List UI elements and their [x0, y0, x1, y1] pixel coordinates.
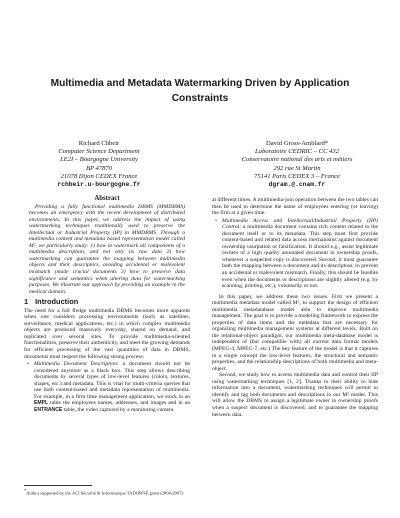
author-email: dgram.@.cnam.fr: [268, 181, 326, 189]
bullet-label: Multimedia Access and Intellectual/Industrial Property (IIP) Control:: [222, 217, 378, 231]
author-affiliation-line: Laboratoire CEDRIC – CC 432: [254, 148, 339, 156]
intro-paragraph: The need for a full fledge multimedia DBMS becomes more apparent when one considers processing environments (such as satellites, surveillance, medical applications, etc.) in which complex multimedia objects are produced massively everyday, shared on demand, and replicated over several sites. To provide multimedia-oriented functionalities, preserve their authenticity, and meet the growing demands for efficient processing of the vast quantities of data in DBMS, documents must respect the following strong process:: [24, 307, 190, 360]
author-affiliation-line: LE2I – Bourgogne University: [60, 156, 138, 164]
author-affiliation-line: BP 47870: [85, 164, 113, 172]
author-name: David Gross-Amblard*: [265, 140, 329, 147]
bullet-text: a document should not be considered anymore as a black box. This step allows describing documents by several types of low-level features (colors, textures, shapes, etc.) and metadata. This is vital for multi-criteria queries that use both content-based and metadata representation of multimedia. For example, in a firm time management application, we stock in an: [34, 361, 190, 400]
author-affiliation-line: 21078 Dijon CEDEX France: [60, 172, 138, 180]
abstract-text: Providing a fully functional multimedia DBMS (MMDBMS) becomes an emergency with the recent development of distributed environments. In this paper, we address the impact of using watermarking techniques traditionally used to preserve the Intellectual or Industrial Property (IP) in MMDBMS. Through a multimedia content and metadata based representation model called M², we particularly study: 1) how to watermark all components of a multimedia description, and not only its raw data 2) how watermarking can guarantee the mapping between multimedia objects and their descriptors, avoiding accidental or malevolent mismatch (made crucial documents 3) how to preserve data significance and semantics when altering data for watermarking purposes. We illustrate our approach by providing an example in the medical domain.: [29, 203, 185, 295]
left-column: [24, 196, 190, 414]
bullet-text: table the employees names, addresses, and images and in an: [50, 400, 190, 407]
table-name: ENTRANCE: [34, 406, 63, 413]
continued-text: at different times. A multimedia-join operation between the two tables can then be used to determine the name of employees entering (or leaving) the firm at a given time.: [212, 197, 378, 217]
abstract-heading: Abstract: [94, 195, 120, 202]
author-affiliation-line: Computer Science Department: [58, 148, 140, 156]
abstract: [24, 204, 190, 296]
author-affiliation-line: Conservatoire national des arts et métiers: [241, 156, 353, 164]
section-title: Introduction: [35, 297, 79, 307]
section-number: 1: [24, 297, 29, 307]
requirements-list-cont: [212, 218, 378, 290]
footnote-rule: [24, 485, 92, 486]
paragraph: Second, we study how to access multimedia data and control their IIP using watermarking techniques [1, 2]. Thanks to their ability to hide information into a document, watermarking techniques will permit to identify and tag both documents and descriptions in our M² model. This will allow the DBMS to assign a legitimate owner in ownership proofs when a suspect document is discovered, and to guarantee the mapping between data.: [212, 372, 378, 418]
footnote-text: Author supported by the ACI Sécurité & Informatique TADORNE grant (2004-2007): [26, 490, 184, 496]
author-name: Richard Chbeir: [78, 140, 120, 147]
footnote: [24, 488, 190, 496]
list-item: [222, 218, 378, 290]
bullet-label: Multimedia Document Description:: [34, 361, 119, 368]
bullet-text: a multimedia document contains rich content related to the document itself or to its metadata. This step must first provide content-based and related data access mechanisms against document ownership usurpation or falsification. It should e.g., assist legitimate owners of a high quality annotated document in ownership proofs, whenever a suspected copy is discovered. Second, it must guarantee both the mapping between a document and its description, to prevent an accidental or malevolent mismatch. Finally, this should be feasible even when the documents or descriptions are slightly altered (e.g. by scanning, printing, etc.), voluntarily or not.: [222, 224, 378, 290]
paragraph: In this paper, we address these two issues. First we present a multimedia metadata model called M², to support the design of efficient multimedia metadatabase model able to improve multimedia management. The goal is to provide a modeling framework to express the properties of data items and the metadata that are necessary for organizing multimedia management systems at different levels. Built on the relational-object paradigm, our multimedia meta-database model is independent of (but compatible with) all current data format models (MPEG-4, MPEG-7, etc.) The key feature of the model is that it captures in a single concept the low-level features, the structural and semantic properties, and the relationship descriptions of both multimedia and meta-object.: [212, 293, 378, 372]
footnote-mark: *: [24, 488, 27, 493]
author-email: rchbeir.u-bourgogne.fr: [57, 181, 141, 189]
paper-title: Multimedia and Metadata Watermarking Driven by Application Constraints: [50, 78, 350, 104]
requirements-list: [24, 361, 190, 413]
table-name: EMPL: [34, 400, 49, 407]
author-affiliation-line: 292 rue St Martin: [273, 164, 321, 172]
right-column: [212, 197, 378, 418]
author-affiliation-line: 75141 Paris CEDEX 3 – France: [254, 172, 340, 180]
section-heading-introduction: [24, 299, 190, 306]
bullet-text: table, the video captured by a monitoring camera: [63, 406, 174, 413]
author-block-2: [222, 140, 372, 189]
author-block-1: [24, 140, 174, 189]
list-item: [34, 361, 190, 413]
